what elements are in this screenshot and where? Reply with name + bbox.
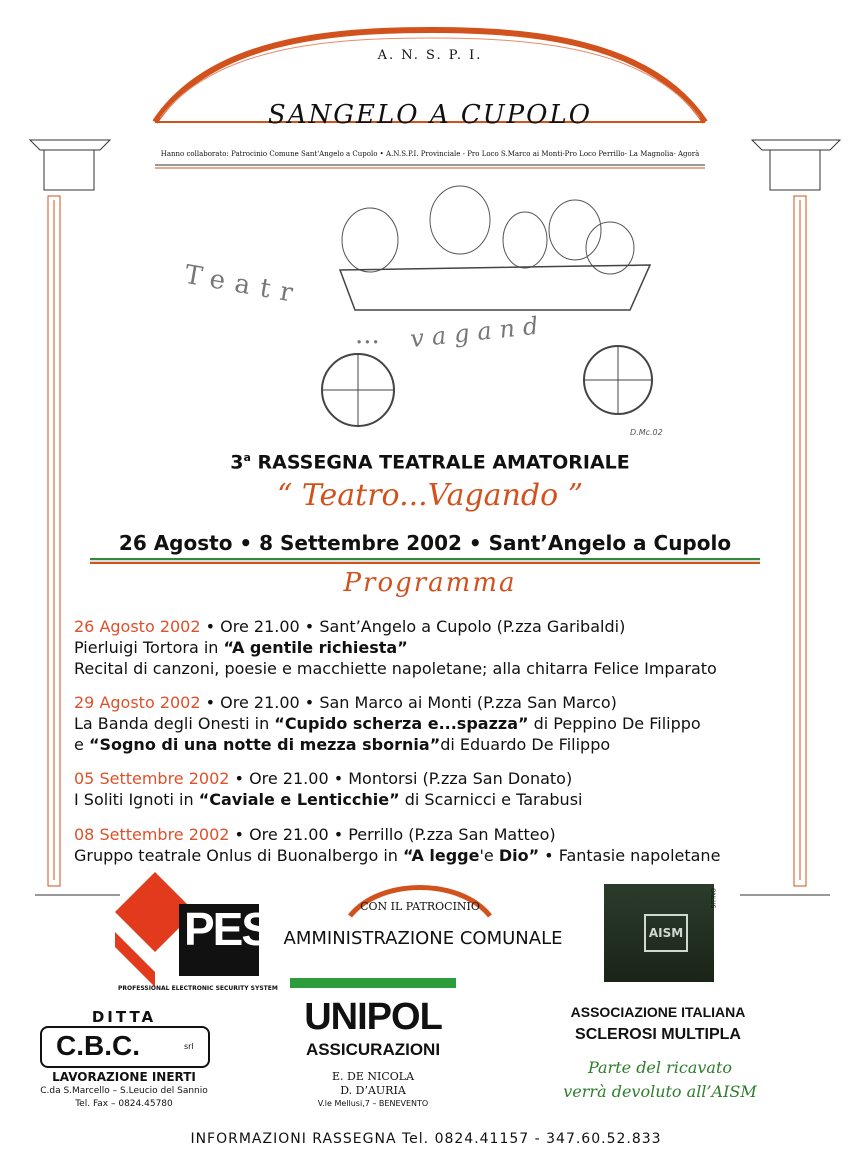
wagon-text-dots: ... (355, 320, 380, 350)
illustration-signature: D.Mc.02 (630, 428, 663, 437)
programma-heading: Programma (343, 568, 517, 598)
wagon-text-left: Teatr (182, 259, 305, 311)
tricolor-rule (90, 558, 760, 564)
org-label: A. N. S. P. I. (377, 48, 483, 63)
pess-logo-text: PESS (184, 903, 299, 955)
unipol-assicurazioni: ASSICURAZIONI (305, 1040, 441, 1059)
cbc-name: C.B.C. (56, 1030, 140, 1061)
cbc-line2: C.da S.Marcello – S.Leucio del Sannio (40, 1086, 208, 1096)
aism-note-line1: Parte del ricavato (587, 1058, 733, 1077)
event-name: “ Teatro...Vagando ” (276, 478, 584, 513)
unipol-address: V.le Mellusi,7 – BENEVENTO (317, 1099, 429, 1108)
unipol-agent2: D. D’AURIA (340, 1084, 406, 1097)
pess-tagline: PROFESSIONAL ELECTRONIC SECURITY SYSTEM (118, 985, 278, 992)
aism-logo (604, 884, 714, 982)
aism-name-line1: ASSOCIAZIONE ITALIANA (570, 1004, 746, 1020)
edition-heading: 3$^a$ RASSEGNA TEATRALE AMATORIALE (230, 451, 630, 474)
header-title: SANGELO A CUPOLO (267, 100, 593, 130)
unipol-agent1: E. DE NICOLA (331, 1070, 415, 1083)
cbc-ditta: DITTA (91, 1008, 157, 1026)
patrocinio-label: CON IL PATROCINIO (360, 900, 480, 913)
cbc-line1: LAVORAZIONE INERTI (52, 1070, 196, 1084)
cbc-box (40, 1026, 210, 1068)
aism-name-line2: SCLEROSI MULTIPLA (575, 1026, 741, 1043)
program-item-4-line-1: 08 Settembre 2002 • Ore 21.00 • Perrillo (P.zza San Matteo) (74, 825, 556, 844)
program-item-3-line-1: 05 Settembre 2002 • Ore 21.00 • Montorsi (P.zza San Donato) (74, 769, 573, 788)
program-item-2-line-1: 29 Agosto 2002 • Ore 21.00 • San Marco ai Monti (P.zza San Marco) (74, 693, 617, 712)
credits-line: Hanno collaborato: Patrocinio Comune Sant'Angelo a Cupolo • A.N.S.P.I. Provinciale - Pro Loco S.Marco ai Monti-Pro Loco Perrillo- La Magnolia- Agorà (160, 150, 700, 158)
aism-onlus: ONLUS (709, 888, 716, 909)
aism-note-line2: verrà devoluto all’AISM (563, 1082, 757, 1101)
program-list (74, 616, 784, 866)
program-item-4-line-2: Gruppo teatrale Onlus di Buonalbergo in “A legge'e Dio” • Fantasie napoletane (74, 846, 721, 865)
wagon-text-right: vagand (408, 310, 548, 354)
footer-info: INFORMAZIONI RASSEGNA Tel. 0824.41157 - 347.60.52.833 (190, 1131, 662, 1147)
program-item-2-line-3: e “Sogno di una notte di mezza sbornia”di Eduardo De Filippo (74, 735, 611, 754)
unipol-bar (290, 978, 456, 988)
unipol-name: UNIPOL (304, 996, 442, 1038)
program-item-1-line-1: 26 Agosto 2002 • Ore 21.00 • Sant’Angelo a Cupolo (P.zza Garibaldi) (74, 617, 626, 636)
cbc-line3: Tel. Fax – 0824.45780 (75, 1099, 173, 1109)
program-item-1-line-2: Pierluigi Tortora in “A gentile richiesta” (74, 638, 408, 657)
wagon-illustration (170, 170, 690, 440)
program-item-2-line-2: La Banda degli Onesti in “Cupido scherza e...spazza” di Peppino De Filippo (74, 714, 701, 733)
program-item-3-line-2: I Soliti Ignoti in “Caviale e Lenticchie” di Scarnicci e Tarabusi (74, 790, 583, 809)
event-dates: 26 Agosto • 8 Settembre 2002 • Sant’Angelo a Cupolo (118, 531, 732, 555)
cbc-srl: srl (184, 1042, 194, 1051)
program-item-1-line-3: Recital di canzoni, poesie e macchiette napoletane; alla chitarra Felice Imparato (74, 659, 717, 678)
comune-label: AMMINISTRAZIONE COMUNALE (283, 928, 563, 949)
aism-logo-text: AISM (644, 914, 688, 952)
